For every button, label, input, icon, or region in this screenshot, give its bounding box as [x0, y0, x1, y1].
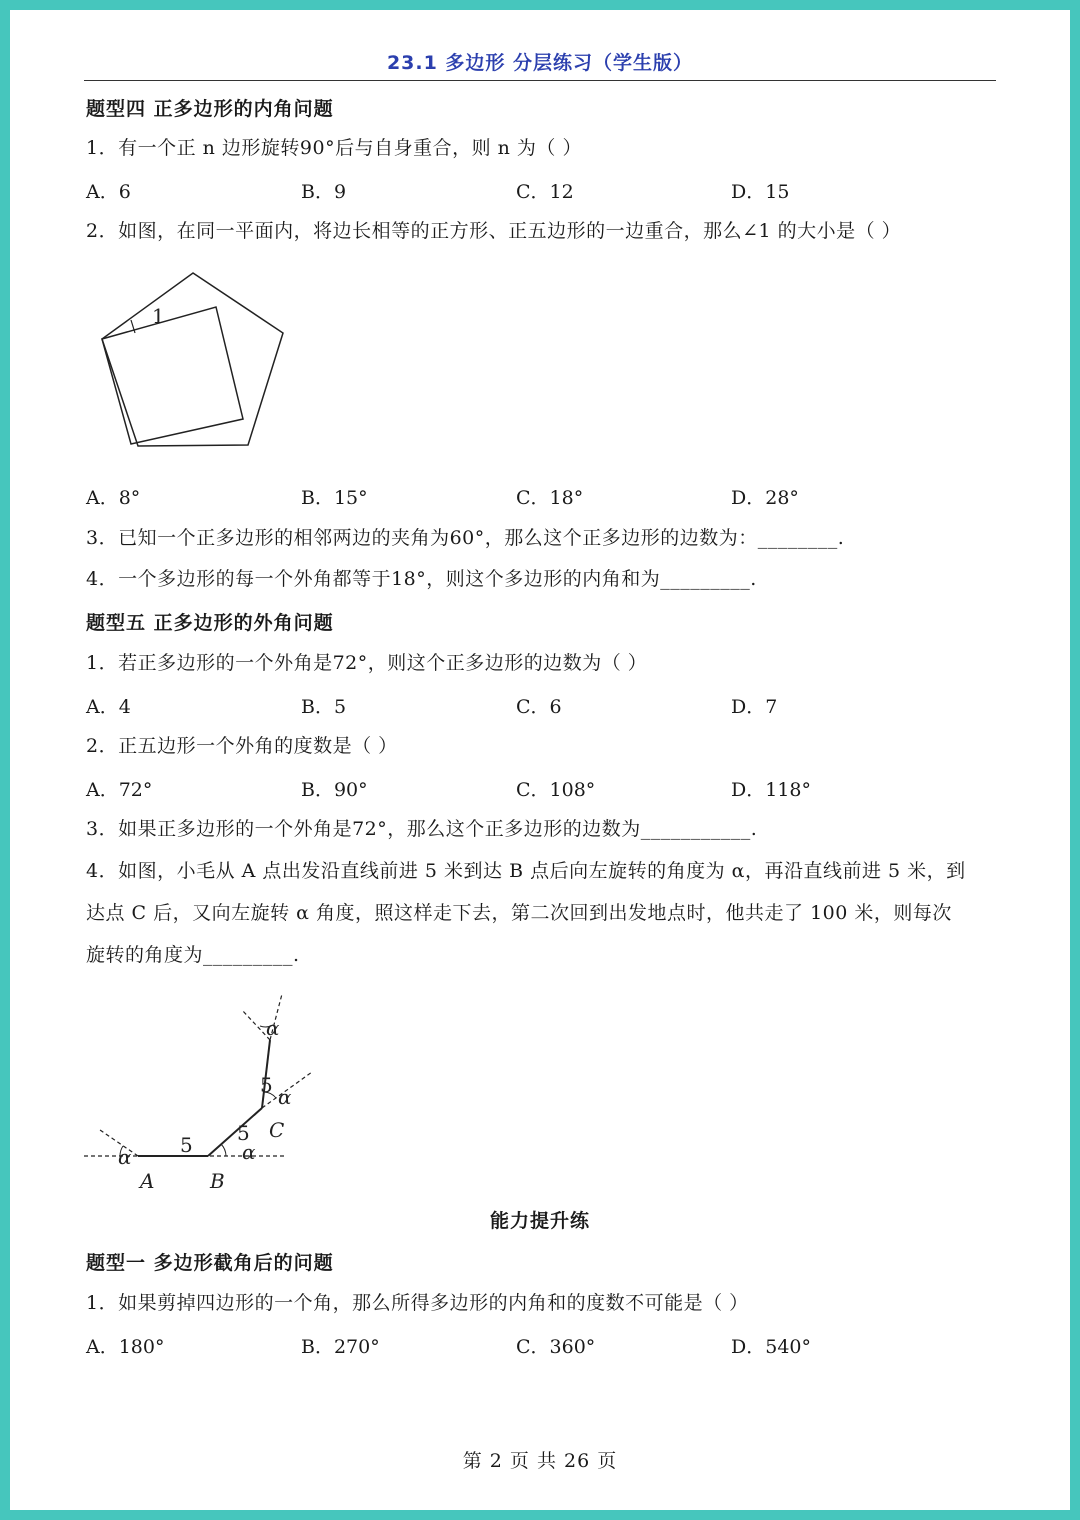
- option-a[interactable]: A．72°: [86, 779, 153, 801]
- improve-section-1-title: 题型一 多边形截角后的问题: [86, 1252, 334, 1274]
- imp-q1-text: 1．如果剪掉四边形的一个角，那么所得多边形的内角和的度数不可能是（ ）: [86, 1292, 749, 1314]
- s5-q1-options: [86, 692, 946, 718]
- option-d[interactable]: D．118°: [731, 779, 811, 801]
- s5-q4-line1: 4．如图，小毛从 A 点出发沿直线前进 5 米到达 B 点后向左旋转的角度为 α，再沿直线前进 5 米，到: [86, 860, 966, 882]
- option-c[interactable]: C．6: [516, 696, 562, 718]
- length-label-cd: 5: [260, 1073, 273, 1097]
- imp-q1-options: [86, 1332, 946, 1358]
- square-shape: [102, 307, 243, 444]
- page-header-title: 23.1 多边形 分层练习（学生版）: [386, 52, 694, 74]
- section-5-title: 题型五 正多边形的外角问题: [86, 612, 334, 634]
- s4-q1-options: [86, 177, 946, 203]
- s5-q4-line3: 旋转的角度为_________.: [86, 944, 300, 966]
- option-d[interactable]: D．7: [731, 696, 778, 718]
- alpha-label-b: α: [242, 1140, 256, 1164]
- improvement-title: 能力提升练: [489, 1210, 590, 1232]
- s5-q1-text: 1．若正多边形的一个外角是72°，则这个正多边形的边数为（ ）: [86, 652, 648, 674]
- option-a[interactable]: A．4: [86, 696, 131, 718]
- point-b-label: B: [210, 1169, 225, 1190]
- option-b[interactable]: B．9: [301, 181, 347, 203]
- option-b[interactable]: B．15°: [301, 487, 368, 509]
- s5-q4-line2: 达点 C 后，又向左旋转 α 角度，照这样走下去，第二次回到出发地点时，他共走了 100 米，则每次: [86, 902, 952, 924]
- page-footer: 第 2 页 共 26 页: [462, 1450, 618, 1472]
- arc-b: [221, 1144, 226, 1156]
- length-label-bc: 5: [237, 1121, 250, 1145]
- section-4-title: 题型四 正多边形的内角问题: [86, 98, 334, 120]
- s5-q3-text: 3．如果正多边形的一个外角是72°，那么这个正多边形的边数为___________.: [86, 818, 758, 840]
- option-d[interactable]: D．540°: [731, 1336, 811, 1358]
- length-label-ab: 5: [180, 1133, 193, 1157]
- option-c[interactable]: C．18°: [516, 487, 584, 509]
- option-d[interactable]: D．28°: [731, 487, 799, 509]
- pentagon-square-figure: [90, 265, 310, 460]
- point-a-label: A: [140, 1169, 155, 1190]
- s4-q2-options: [86, 483, 946, 509]
- option-a[interactable]: A．180°: [86, 1336, 165, 1358]
- alpha-label-d: α: [266, 1016, 280, 1040]
- option-c[interactable]: C．12: [516, 181, 574, 203]
- option-c[interactable]: C．108°: [516, 779, 596, 801]
- walking-path-figure: [80, 980, 320, 1190]
- s4-q2-text: 2．如图，在同一平面内，将边长相等的正方形、正五边形的一边重合，那么∠1 的大小是（ ）: [86, 220, 902, 242]
- worksheet-page: [10, 10, 1070, 1510]
- alpha-label-c: α: [278, 1085, 292, 1109]
- point-c-label: C: [269, 1118, 285, 1142]
- angle-1-label: 1: [152, 304, 165, 328]
- option-a[interactable]: A．6: [86, 181, 131, 203]
- option-c[interactable]: C．360°: [516, 1336, 596, 1358]
- pentagon-shape: [102, 273, 283, 446]
- option-d[interactable]: D．15: [731, 181, 790, 203]
- s5-q2-options: [86, 775, 946, 801]
- option-b[interactable]: B．5: [301, 696, 347, 718]
- s4-q1-text: 1．有一个正 n 边形旋转90°后与自身重合，则 n 为（ ）: [86, 137, 582, 159]
- option-b[interactable]: B．270°: [301, 1336, 380, 1358]
- s5-q2-text: 2．正五边形一个外角的度数是（ ）: [86, 735, 398, 757]
- header-rule: [84, 80, 996, 81]
- option-a[interactable]: A．8°: [86, 487, 141, 509]
- alpha-label-a: α: [118, 1145, 132, 1169]
- s4-q4-text: 4．一个多边形的每一个外角都等于18°，则这个多边形的内角和为_________.: [86, 568, 757, 590]
- option-b[interactable]: B．90°: [301, 779, 368, 801]
- s4-q3-text: 3．已知一个正多边形的相邻两边的夹角为60°，那么这个正多边形的边数为：________.: [86, 527, 845, 549]
